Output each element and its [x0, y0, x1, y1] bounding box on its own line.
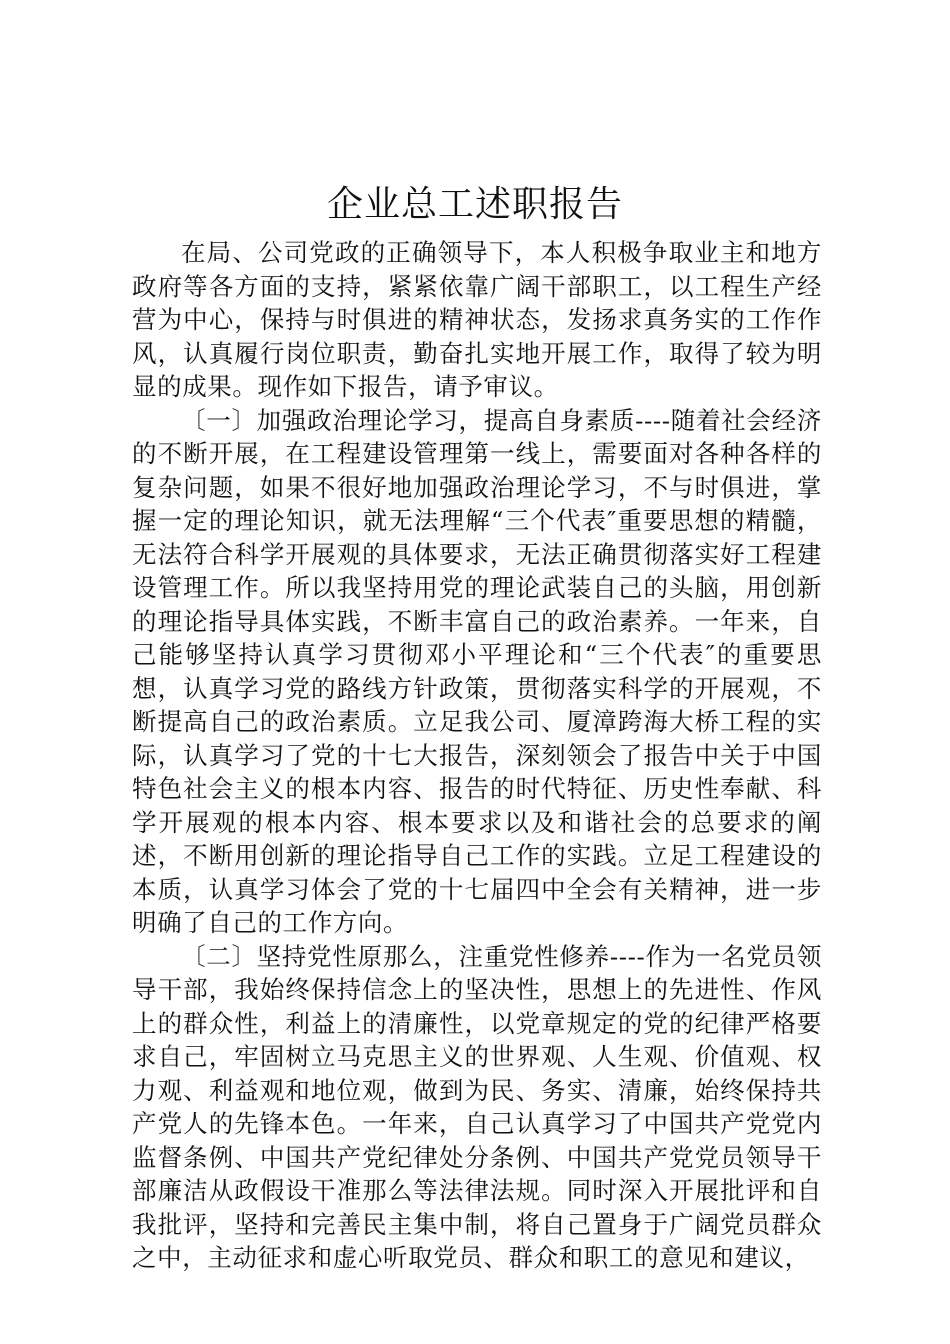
- document-body: [132, 236, 822, 1275]
- paragraph-section-2: 〔二〕坚持党性原那么，注重党性修养----作为一名党员领导干部，我始终保持信念上的坚决性，思想上的先进性、作风上的群众性，利益上的清廉性，以党章规定的党的纪律严格要求自己，牢固树立马克思主义的世界观、人生观、价值观、权力观、利益观和地位观，做到为民、务实、清廉，始终保持共产党人的先锋本色。一年来，自己认真学习了中国共产党党内监督条例、中国共产党纪律处分条例、中国共产党党员领导干部廉洁从政假设干准那么等法律法规。同时深入开展批评和自我批评，坚持和完善民主集中制，将自己置身于广阔党员群众之中，主动征求和虚心听取党员、群众和职工的意见和建议，: [132, 941, 822, 1272]
- document-title: 企业总工述职报告: [326, 184, 623, 225]
- paragraph-intro: 在局、公司党政的正确领导下，本人积极争取业主和地方政府等各方面的支持，紧紧依靠广阔干部职工，以工程生产经营为中心，保持与时俱进的精神状态，发扬求真务实的工作作风，认真履行岗位职责，勤奋扎实地开展工作，取得了较为明显的成果。现作如下报告，请予审议。: [132, 238, 822, 401]
- paragraph-section-1: 〔一〕加强政治理论学习，提高自身素质----随着社会经济的不断开展，在工程建设管理第一线上，需要面对各种各样的复杂问题，如果不很好地加强政治理论学习，不与时俱进，掌握一定的理论知识，就无法理解“三个代表″重要思想的精髓，无法符合科学开展观的具体要求，无法正确贯彻落实好工程建设管理工作。所以我坚持用党的理论武装自己的头脑，用创新的理论指导具体实践，不断丰富自己的政治素养。一年来，自己能够坚持认真学习贯彻邓小平理论和“三个代表″的重要思想，认真学习党的路线方针政策，贯彻落实科学的开展观，不断提高自己的政治素质。立足我公司、厦漳跨海大桥工程的实际，认真学习了党的十七大报告，深刻领会了报告中关于中国特色社会主义的根本内容、报告的时代特征、历史性奉献、科学开展观的根本内容、根本要求以及和谐社会的总要求的阐述，不断用创新的理论指导自己工作的实践。立足工程建设的本质，认真学习体会了党的十七届四中全会有关精神，进一步明确了自己的工作方向。: [132, 405, 822, 937]
